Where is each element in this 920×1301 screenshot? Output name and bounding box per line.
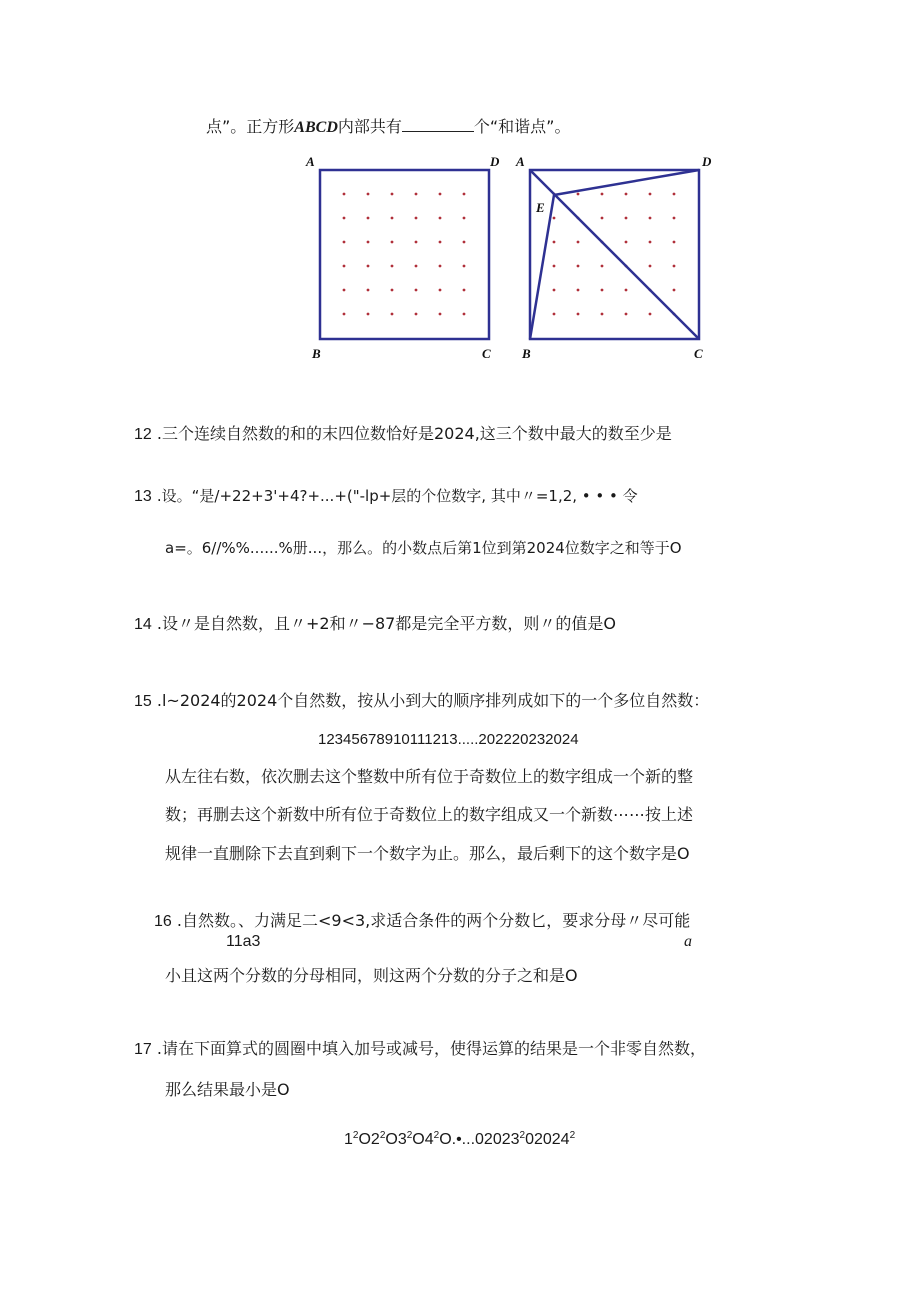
lattice-dot [649, 193, 652, 196]
lattice-dot [463, 313, 466, 316]
lattice-dot [391, 193, 394, 196]
q17-line2: 那么结果最小是O [165, 1080, 290, 1099]
question-13 [134, 485, 638, 508]
q17-number: 17 [134, 1041, 152, 1058]
lattice-dot [391, 265, 394, 268]
lattice-dot [415, 289, 418, 292]
lattice-dot [673, 241, 676, 244]
q11-text-after: 个“和谐点”。 [473, 117, 571, 136]
question-12 [134, 423, 672, 446]
lattice-dot [343, 193, 346, 196]
label-C-right: C [694, 346, 703, 361]
lattice-dot [463, 241, 466, 244]
label-B-left: B [312, 346, 321, 361]
lattice-dot [577, 241, 580, 244]
lattice-dot [415, 193, 418, 196]
lattice-dot [625, 193, 628, 196]
lattice-dot [415, 241, 418, 244]
segment-E-D [554, 170, 699, 195]
lattice-dot [673, 217, 676, 220]
lattice-dot [367, 313, 370, 316]
lattice-dot [391, 313, 394, 316]
lattice-dot [625, 241, 628, 244]
lattice-dot [343, 217, 346, 220]
question-17 [134, 1038, 706, 1061]
q16-line2: 小且这两个分数的分母相同，则这两个分数的分子之和是O [165, 966, 578, 985]
lattice-dot [625, 313, 628, 316]
lattice-dot [439, 241, 442, 244]
q16-line1: .自然数。、力满足二<9<3,求适合条件的两个分数匕，要求分母〃尽可能 [176, 911, 691, 930]
lattice-dot [577, 313, 580, 316]
label-A-left: A [306, 154, 315, 169]
label-E-right: E [536, 200, 545, 215]
formula-exp: 2 [569, 1130, 576, 1141]
label-C-left: C [482, 346, 491, 361]
formula-exp: 2 [433, 1130, 440, 1141]
lattice-dot [553, 313, 556, 316]
lattice-dot [367, 217, 370, 220]
lattice-dot [649, 241, 652, 244]
lattice-dot [367, 265, 370, 268]
lattice-dot [553, 241, 556, 244]
lattice-dot [343, 313, 346, 316]
lattice-dot [463, 289, 466, 292]
q15-line1: .l~2024的2024个自然数，按从小到大的顺序排列成如下的一个多位自然数： [156, 691, 710, 710]
q15-line3: 数；再删去这个新数中所有位于奇数位上的数字组成又一个新数⋯⋯按上述 [165, 805, 694, 824]
q13-line2: a=。6//%%......%册...，那么。的小数点后第1位到第2024位数字之和等于O [165, 539, 682, 557]
lattice-dot [343, 241, 346, 244]
q11-text-middle: 内部共有 [337, 117, 402, 136]
q17-formula [344, 1125, 575, 1151]
q13-line1: .设。“是/+22+3'+4?+...+("-lp+层的个位数字, 其中〃=1,2, • • • 令 [156, 487, 638, 505]
q16-sub-right: a [684, 933, 692, 950]
lattice-dot [415, 217, 418, 220]
formula-part: O.•...02023 [439, 1131, 520, 1148]
lattice-dot [601, 265, 604, 268]
lattice-dot [649, 265, 652, 268]
lattice-dot [649, 313, 652, 316]
q15-line2: 从左往右数，依次删去这个整数中所有位于奇数位上的数字组成一个新的整 [165, 767, 694, 786]
formula-exp: 2 [352, 1130, 359, 1141]
lattice-dot [367, 241, 370, 244]
label-A-right: A [516, 154, 525, 169]
lattice-dot [415, 313, 418, 316]
q11-line [206, 116, 570, 139]
lattice-dot [391, 217, 394, 220]
q11-text-before: 点”。正方形 [206, 117, 295, 136]
question-14 [134, 613, 616, 636]
label-D-right: D [702, 154, 712, 169]
lattice-dot [463, 265, 466, 268]
lattice-dot [673, 289, 676, 292]
lattice-dot [649, 217, 652, 220]
lattice-dot [415, 265, 418, 268]
q14-text: .设〃是自然数，且〃+2和〃−87都是完全平方数，则〃的值是O [156, 614, 616, 633]
question-16 [154, 910, 690, 933]
q14-number: 14 [134, 616, 152, 633]
segment-E-B [530, 195, 554, 339]
formula-exp: 2 [519, 1130, 526, 1141]
q17-line1: .请在下面算式的圆圈中填入加号或减号，使得运算的结果是一个非零自然数， [156, 1039, 706, 1058]
label-D-left: D [490, 154, 500, 169]
lattice-dot [439, 265, 442, 268]
lattice-dot [343, 289, 346, 292]
q13-number: 13 [134, 488, 152, 505]
lattice-dot [601, 193, 604, 196]
lattice-dot [463, 217, 466, 220]
q15-sequence: 12345678910111213.....202220232024 [318, 731, 579, 748]
formula-part: O3 [385, 1131, 407, 1148]
formula-exp: 2 [406, 1130, 413, 1141]
q12-text: .三个连续自然数的和的末四位数恰好是2024,这三个数中最大的数至少是 [156, 424, 672, 443]
formula-part: O2 [358, 1131, 380, 1148]
formula-part: 02024 [525, 1131, 570, 1148]
formula-part: 1 [344, 1131, 353, 1148]
lattice-dot [463, 193, 466, 196]
figure-square-right [510, 150, 720, 365]
lattice-dot [439, 193, 442, 196]
lattice-dot [625, 217, 628, 220]
lattice-dot [391, 289, 394, 292]
lattice-dots-left [343, 193, 466, 316]
lattice-dot [673, 265, 676, 268]
label-B-right: B [522, 346, 531, 361]
lattice-dot [601, 313, 604, 316]
q15-line4: 规律一直删除下去直到剩下一个数字为止。那么，最后剩下的这个数字是O [165, 844, 690, 863]
q15-number: 15 [134, 693, 152, 710]
lattice-dot [439, 289, 442, 292]
figure-square-left [300, 150, 510, 365]
lattice-dot [367, 193, 370, 196]
q16-number: 16 [154, 913, 172, 930]
lattice-dot [553, 217, 556, 220]
lattice-dot [601, 217, 604, 220]
lattice-dot [439, 217, 442, 220]
lattice-dot [391, 241, 394, 244]
formula-exp: 2 [379, 1130, 386, 1141]
lattice-dot [553, 265, 556, 268]
lattice-dot [577, 193, 580, 196]
lattice-dot [553, 289, 556, 292]
lattice-dot [625, 289, 628, 292]
q11-abcd: ABCD [294, 119, 338, 136]
question-15 [134, 690, 709, 713]
lattice-dot [367, 289, 370, 292]
lattice-dot [577, 289, 580, 292]
formula-part: O4 [412, 1131, 434, 1148]
answer-blank [402, 117, 474, 132]
q16-sub-left: 11a3 [226, 933, 261, 950]
q12-number: 12 [134, 426, 152, 443]
lattice-dot [343, 265, 346, 268]
lattice-dot [439, 313, 442, 316]
lattice-dot [601, 289, 604, 292]
lattice-dot [577, 265, 580, 268]
lattice-dot [673, 193, 676, 196]
